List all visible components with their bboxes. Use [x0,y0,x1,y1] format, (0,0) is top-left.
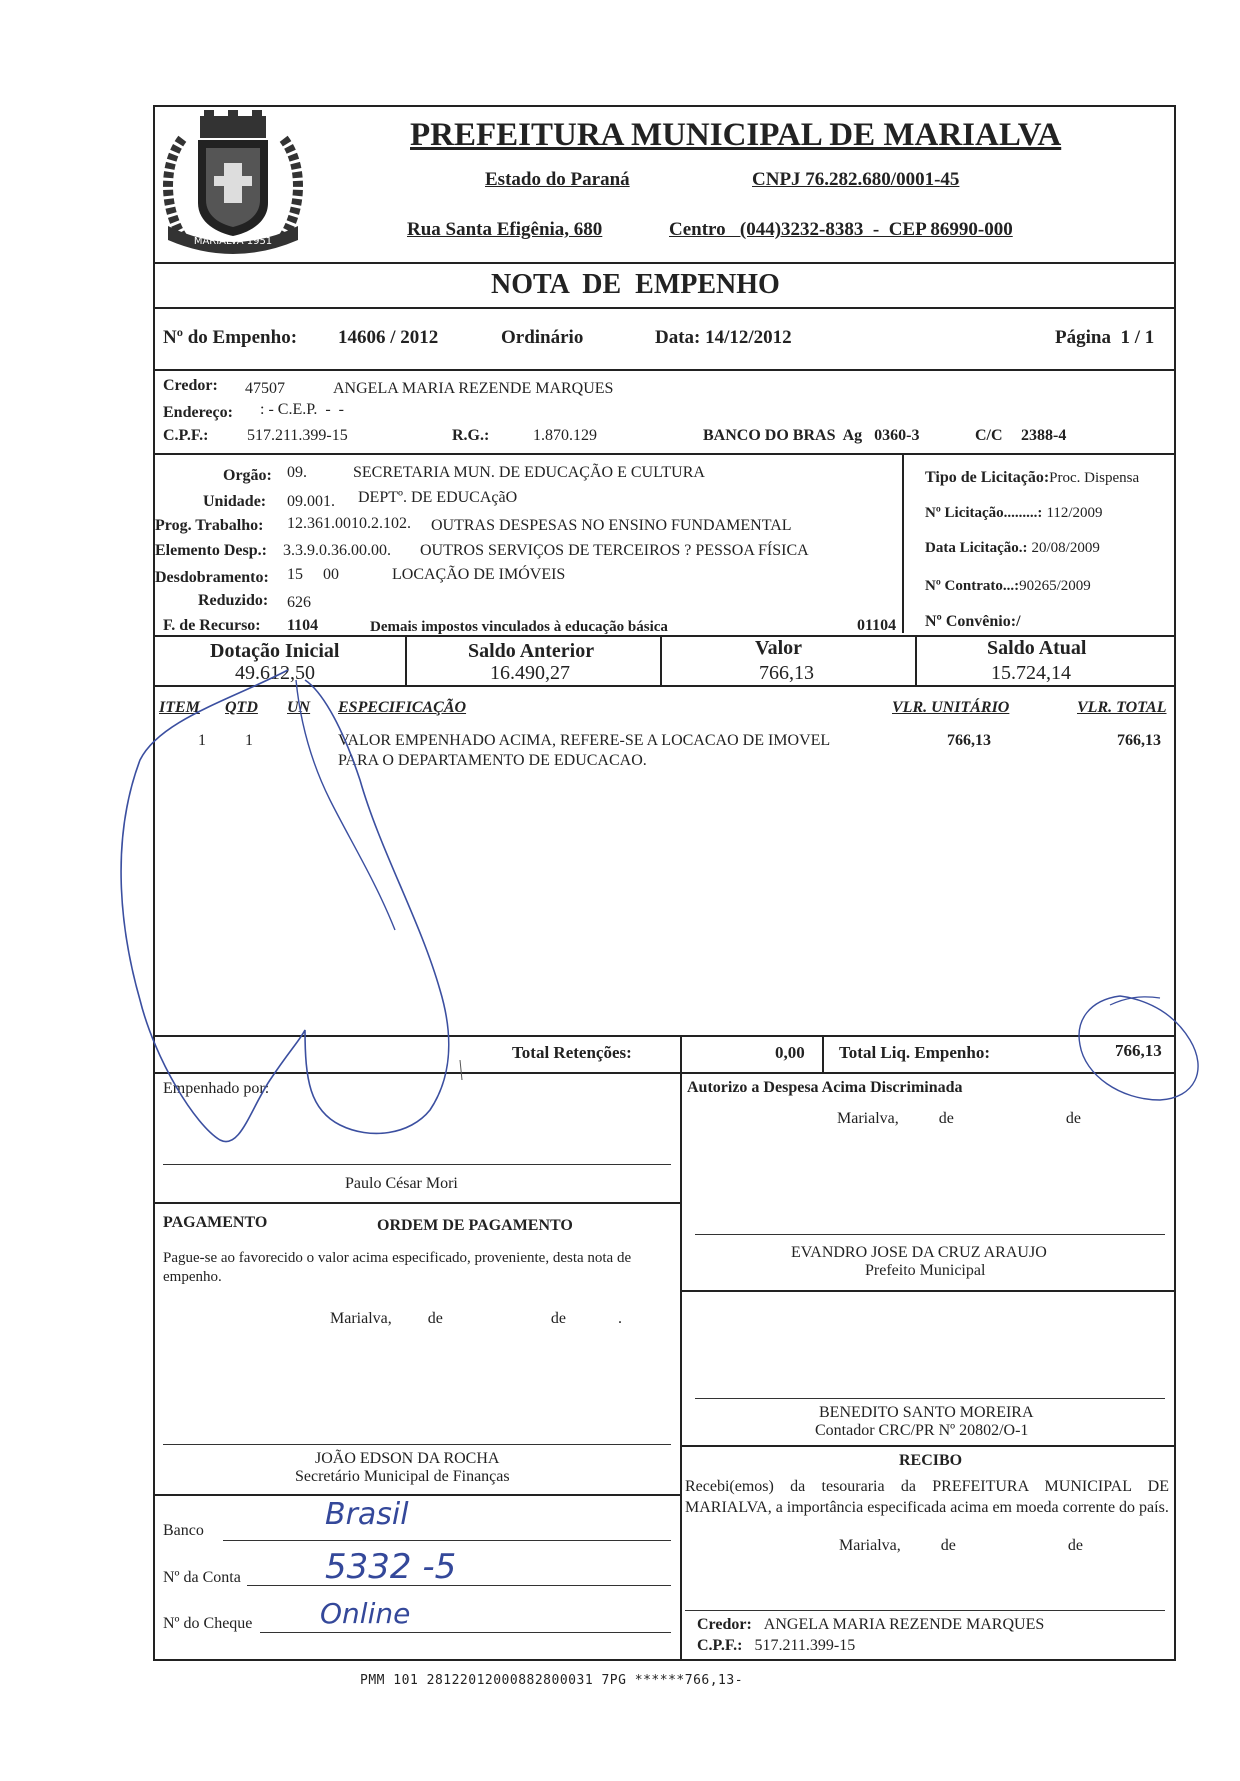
pagamento-label: PAGAMENTO [163,1214,268,1231]
header-address-rest: Centro (044)3232-8383 - CEP 86990-000 [669,219,1013,240]
pague-text: Pague-se ao favorecido o valor acima especificado, proveniente, desta nota de empenho. [163,1250,632,1285]
cheque-handwritten: Online [320,1597,411,1630]
prefeito-role: Prefeito Municipal [865,1262,986,1279]
reduzido-label: Reduzido: [198,592,269,609]
retencoes-value: 0,00 [775,1043,805,1062]
header-cnpj: CNPJ 76.282.680/0001-45 [752,169,960,190]
recurso-code: 01104 [857,617,897,634]
atual-value: 15.724,14 [991,662,1071,684]
empenho-date: Data: 14/12/2012 [655,327,792,348]
dotacao-label: Dotação Inicial [210,640,340,662]
col-spec: ESPECIFICAÇÃO [338,699,467,716]
num-licitacao-value: 112/2009 [1046,505,1103,521]
empenho-type: Ordinário [501,327,584,348]
recibo-credor [697,1616,1044,1634]
prefeito-name: EVANDRO JOSE DA CRUZ ARAUJO [791,1244,1047,1261]
unidade-desc: DEPTº. DE EDUCAçãO [358,489,518,506]
bank-info: BANCO DO BRAS Ag 0360-3 [703,427,920,444]
desdob-label: Desdobramento: [155,569,269,586]
empenho-page: Página 1 / 1 [1055,327,1155,348]
row-unit: 766,13 [947,732,991,749]
contador-name: BENEDITO SANTO MOREIRA [819,1404,1034,1421]
tipo-licitacao-label: Tipo de Licitação: [925,469,1050,486]
data-licitacao [925,539,1100,557]
col-un: UN [287,699,311,716]
rg-value: 1.870.129 [533,427,597,444]
convenio-label: Nº Convênio:/ [925,613,1021,630]
cheque-label: Nº do Cheque [163,1615,253,1632]
credor-name: ANGELA MARIA REZENDE MARQUES [333,380,614,397]
cc-label: C/C [975,427,1003,444]
endereco-label: Endereço: [163,404,233,421]
desdob-value: 15 00 [287,566,339,583]
unidade-label: Unidade: [203,493,267,510]
doc-title: NOTA DE EMPENHO [491,269,780,300]
col-qtd: QTD [225,699,258,716]
conta-handwritten: 5332 -5 [325,1547,457,1587]
cpf-label: C.P.F.: [163,427,209,444]
right-place-date: Marialva, de de [837,1110,1081,1127]
contrato-label: Nº Contrato...: [925,578,1020,594]
recurso-value: 1104 [287,617,319,634]
anterior-value: 16.490,27 [490,662,570,684]
secretario-name: JOÃO EDSON DA ROCHA [315,1450,500,1467]
credor-code: 47507 [245,380,285,397]
empenhado-label: Empenhado por: [163,1080,270,1097]
header-title: PREFEITURA MUNICIPAL DE MARIALVA [410,117,1062,153]
recibo-cpf-label: C.P.F.: [697,1637,743,1654]
header-address: Rua Santa Efigênia, 680 [407,219,603,240]
recibo-label: RECIBO [899,1452,963,1469]
row-spec-line1: VALOR EMPENHADO ACIMA, REFERE-SE A LOCACAO DE IMOVEL [338,732,831,749]
recurso-desc: Demais impostos vinculados à educação básica [370,619,668,635]
orgao-label: Orgão: [223,467,272,484]
cc-value: 2388-4 [1021,427,1067,444]
conta-label: Nº da Conta [163,1569,241,1586]
banco-label: Banco [163,1522,204,1539]
liq-label: Total Liq. Empenho: [839,1043,990,1062]
orgao-desc: SECRETARIA MUN. DE EDUCAÇÃO E CULTURA [353,464,705,481]
valor-value: 766,13 [759,662,814,684]
col-total: VLR. TOTAL [1077,699,1167,716]
rg-label: R.G.: [452,427,490,444]
tipo-licitacao [925,469,1139,487]
nota-de-empenho-document [153,105,1176,1661]
atual-label: Saldo Atual [987,637,1087,659]
prog-label: Prog. Trabalho: [155,517,264,534]
elem-desc: OUTROS SERVIÇOS DE TERCEIROS ? PESSOA FÍSICA [420,542,809,559]
row-item: 1 [198,732,206,749]
data-licitacao-label: Data Licitação.: [925,540,1028,556]
contador-role: Contador CRC/PR Nº 20802/O-1 [815,1422,1029,1439]
row-qtd: 1 [245,732,253,749]
anterior-label: Saldo Anterior [468,640,595,662]
data-licitacao-value: 20/08/2009 [1031,540,1100,556]
contrato-value: 90265/2009 [1019,578,1091,594]
empenhado-name: Paulo César Mori [345,1175,458,1192]
recurso-label: F. de Recurso: [163,617,261,634]
col-item: ITEM [159,699,200,716]
num-licitacao [925,504,1103,522]
contrato [925,577,1091,595]
recibo-cpf [697,1637,855,1655]
col-unit: VLR. UNITÁRIO [892,699,1010,716]
tipo-licitacao-value: Proc. Dispensa [1049,470,1140,486]
elem-label: Elemento Desp.: [155,542,267,559]
retencoes-label: Total Retenções: [512,1043,632,1062]
prog-desc: OUTRAS DESPESAS NO ENSINO FUNDAMENTAL [431,517,792,534]
row-spec-line2: PARA O DEPARTAMENTO DE EDUCACAO. [338,752,647,769]
left-place-date: Marialva, de de . [330,1310,622,1327]
recibo-text: Recebi(emos) da tesouraria da PREFEITURA MUNICIPAL DE MARIALVA, a importância especificada acima em moeda corrente do país. [685,1478,1169,1516]
endereco-value: : - C.E.P. - - [260,401,344,418]
num-licitacao-label: Nº Licitação.........: [925,505,1043,521]
elem-value: 3.3.9.0.36.00.00. [283,542,391,559]
credor-label: Credor: [163,377,218,394]
autorizo-label: Autorizo a Despesa Acima Discriminada [687,1079,963,1096]
header-state: Estado do Paraná [485,169,630,190]
desdob-desc: LOCAÇÃO DE IMÓVEIS [392,566,566,583]
recibo-credor-label: Credor: [697,1616,752,1633]
reduzido-value: 626 [287,594,311,611]
row-total: 766,13 [1117,732,1161,749]
empenho-number: 14606 / 2012 [338,327,439,348]
banco-handwritten: Brasil [325,1497,409,1532]
recibo-place-date: Marialva, de de [839,1537,1083,1554]
empenho-label: Nº do Empenho: [163,327,298,348]
liq-value: 766,13 [1115,1041,1162,1060]
prog-value: 12.361.0010.2.102. [287,515,411,532]
dotacao-value: 49.612,50 [235,662,315,684]
cpf-value: 517.211.399-15 [247,427,348,444]
ordem-label: ORDEM DE PAGAMENTO [377,1217,573,1234]
unidade-value: 09.001. [287,493,335,510]
secretario-role: Secretário Municipal de Finanças [295,1468,510,1485]
recibo-credor-name: ANGELA MARIA REZENDE MARQUES [763,1616,1045,1633]
seal-text: MARIALVA 1951 [193,236,273,247]
valor-label: Valor [755,637,803,659]
orgao-value: 09. [287,464,307,481]
footer-code: PMM 101 28122012000882800031 7PG ******766,13- [360,1673,744,1688]
recibo-cpf-value: 517.211.399-15 [754,1637,856,1654]
